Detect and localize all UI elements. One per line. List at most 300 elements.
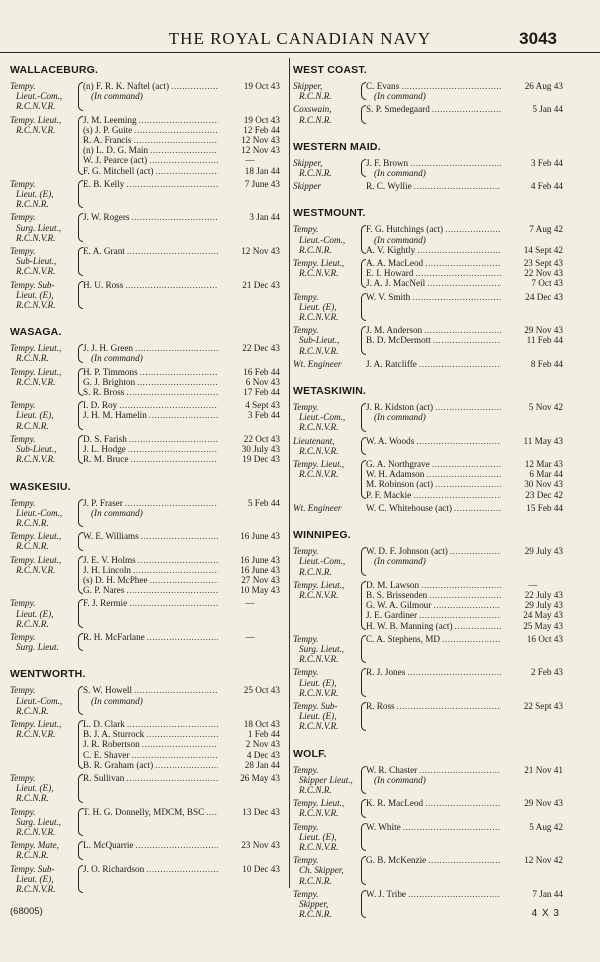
officer-list [366,798,563,818]
seniority-date: 7 Jan 44 [532,888,563,899]
rank-line: Tempy. [10,246,36,257]
officer-name: A. A. MacLeod [366,258,424,269]
rank-group [293,580,563,631]
rank-line: Tempy. [293,291,319,302]
officer-entry [83,135,280,145]
leader-dots [432,459,501,469]
officer-entry [83,555,280,565]
leader-dots [136,840,218,850]
rank-label [293,325,357,356]
leader-dots [419,359,501,369]
rank-line: R.C.N.V.R. [299,312,339,323]
officer-entry [83,454,280,464]
rank-line: Lieut. (E), [16,783,54,794]
brace-icon [74,807,83,838]
rank-line: Tempy. [293,764,319,775]
command-note: (In command) [374,774,426,785]
officer-list [83,773,280,804]
officer-name: W. A. Woods [366,435,415,446]
officer-entry [83,685,280,695]
seniority-date: 16 June 43 [240,554,280,565]
officer-name: S. R. Bross [83,387,125,398]
seniority-date: 22 Sept 43 [523,700,563,711]
brace-icon [74,246,83,277]
rank-label [293,701,357,732]
officer-name: L. D. Clark [83,718,125,729]
rank-line: Tempy. [10,631,36,642]
officer-name: P. F. Mackie [366,489,412,500]
officer-entry [366,822,563,832]
officer-name: W. V. Smith [366,291,411,302]
leader-dots [129,598,218,608]
officer-entry [83,565,280,575]
rank-line: Lieut. (E), [16,873,54,884]
leader-dots [171,81,218,91]
rank-line: R.C.N.R. [299,91,332,102]
brace-icon [74,280,83,311]
officer-entry [83,377,280,387]
officer-entry [366,610,563,620]
seniority-date: — [245,631,255,642]
officer-name: W. J. Tribe [366,888,406,899]
rank-line: Lieut. (E), [299,831,337,842]
seniority-date: 22 July 43 [524,589,563,600]
officer-name: D. M. Lawson [366,579,420,590]
brace-icon [74,632,83,652]
officer-name: B. J. A. Sturrock [83,729,145,740]
rank-label [293,258,357,289]
rank-group [293,224,563,255]
rank-line: Lieut. (E), [16,608,54,619]
rank-line: R.C.N.R. [299,909,332,920]
officer-name: H. P. Timmons [83,366,138,377]
seniority-date: 11 Feb 44 [526,335,563,346]
brace-icon [74,115,83,176]
officer-name: R. H. McFarlane [83,631,145,642]
rank-group [293,546,563,577]
rank-label [10,598,74,629]
brace-stroke [361,437,366,455]
officer-list [83,343,280,363]
leader-dots [433,335,501,345]
officer-entry [83,760,280,770]
officer-entry [366,81,563,91]
rank-label [293,158,357,178]
page-title: THE ROYAL CANADIAN NAVY [168,29,432,48]
rank-line: R.C.N.R. [16,517,49,528]
brace-stroke [361,460,366,499]
rank-line: Ch. Skipper, [299,865,344,876]
brace-stroke [78,686,83,715]
leader-dots [127,719,218,729]
leader-dots [425,258,501,268]
officer-entry [366,436,563,446]
rank-group [293,158,563,178]
leader-dots [429,590,501,600]
leader-dots [119,400,218,410]
brace-icon [74,598,83,629]
officer-entry [366,479,563,489]
leader-dots [146,729,218,739]
officer-entry [366,889,563,899]
brace-stroke [361,326,366,355]
rank-line: R.C.N.V.R. [299,841,339,852]
leader-dots [421,580,501,590]
brace-stroke [361,259,366,288]
leader-dots [149,155,218,165]
page-header [0,24,600,53]
seniority-date: — [245,598,255,609]
brace-stroke [78,180,83,209]
officer-entry [83,434,280,444]
seniority-date: 21 Nov 41 [524,764,563,775]
officer-entry [83,739,280,749]
brace-icon [74,400,83,431]
seniority-date: 18 Jan 44 [244,165,280,176]
rank-label [293,402,357,433]
officer-name: J. P. Fraser [83,497,123,508]
rank-line: Tempy. Lieut., [10,366,62,377]
rank-line: Lieut.-Com., [299,234,346,245]
rank-line: Lieut. (E), [16,289,54,300]
brace-stroke [361,225,366,254]
seniority-date: 29 July 43 [524,600,563,611]
seniority-date: 4 Sept 43 [245,400,280,411]
ship-section [10,64,280,310]
rank-line: Tempy. [293,855,319,866]
rank-label [293,181,357,191]
leader-dots [150,145,218,155]
brace-stroke [78,247,83,276]
leader-dots [130,454,218,464]
officer-list [83,212,280,243]
officer-entry [83,343,280,353]
brace-icon [357,224,366,255]
leader-dots [129,434,218,444]
officer-name: C. A. Stephens, MD [366,633,441,644]
rank-group [293,798,563,818]
officer-entry [366,245,563,255]
footer-print-code: (68005) [10,906,43,917]
leader-dots [150,575,218,585]
leader-dots [140,367,218,377]
officer-list [366,667,563,698]
leader-dots [401,81,501,91]
rank-line: R.C.N.V.R. [299,268,339,279]
officer-name: (n) L. D. G. Main [83,145,149,156]
rank-label [10,719,74,770]
brace-stroke [78,116,83,175]
brace-stroke [78,368,83,397]
rank-label [293,459,357,500]
brace-icon [357,765,366,796]
seniority-date: 12 Nov 42 [524,855,563,866]
footer-signature: 4 X 3 [531,908,560,919]
rank-line: Tempy. [10,685,36,696]
officer-name: J. M. Leeming [83,114,137,125]
rank-line: Tempy. Sub- [10,863,55,874]
seniority-date: 18 Oct 43 [243,718,280,729]
leader-dots [146,864,218,874]
rank-group [293,634,563,665]
officer-list [83,367,280,398]
officer-entry [83,400,280,410]
officer-entry [366,667,563,677]
rank-line: R.C.N.V.R. [16,124,56,135]
brace-icon [357,402,366,433]
seniority-date: 6 Mar 44 [529,469,563,480]
officer-list [83,434,280,465]
rank-line: R.C.N.V.R. [16,564,56,575]
leader-dots [125,280,218,290]
rank-line: R.C.N.V.R. [16,826,56,837]
rank-group [10,773,280,804]
officer-entry [83,575,280,585]
rank-label [10,81,74,112]
officer-list [83,719,280,770]
officer-entry [366,181,563,191]
rank-line: Tempy. Lieut., [10,554,62,565]
leader-dots [417,245,501,255]
rank-group [10,807,280,838]
seniority-date: 5 Feb 44 [247,497,280,508]
seniority-date: 5 Jan 44 [532,104,563,115]
rank-line: Surg. Lieut., [16,222,62,233]
rank-line: Lieut.-Com., [16,695,63,706]
rank-label [293,436,357,456]
leader-dots [410,158,501,168]
rank-line: Skipper, [299,898,329,909]
leader-dots [419,610,501,620]
brace-icon [74,685,83,716]
brace-icon [357,104,366,124]
officer-name: H. W. B. Manning (act) [366,620,453,631]
officer-name: W. D. F. Johnson (act) [366,546,448,557]
officer-name: W. H. Adamson [366,469,425,480]
rank-group [293,889,563,920]
seniority-date: 4 Feb 44 [530,181,563,192]
leader-dots [125,498,218,508]
ship-name: WOLF. [293,747,327,760]
rank-line: R.C.N.V.R. [299,589,339,600]
rank-line: Lieut.-Com., [299,556,346,567]
leader-dots [427,278,501,288]
officer-entry [83,750,280,760]
officer-name: B. R. Graham (act) [83,759,154,770]
leader-dots [134,685,218,695]
leader-dots [407,667,501,677]
rank-label [10,531,74,551]
rank-line: Tempy. [293,888,319,899]
rank-group [10,246,280,277]
officer-name: F. J. Rermie [83,598,128,609]
rank-line: Tempy. Lieut., [10,114,62,125]
officer-name: J. E. V. Holms [83,554,136,565]
officer-list [366,359,563,369]
leader-dots [416,436,501,446]
brace-icon [357,325,366,356]
officer-name: G. P. Nares [83,585,125,596]
officer-name: W. C. Whitehouse (act) [366,502,452,513]
rank-line: Tempy. Lieut., [10,343,62,354]
rank-line: R.C.N.V.R. [299,422,339,433]
rank-line: Tempy. [10,178,36,189]
ship-name: WALLACEBURG. [10,64,99,76]
rank-line: Tempy. Lieut., [293,459,345,470]
seniority-date: 10 May 43 [240,585,280,596]
leader-dots [133,565,218,575]
rank-group [10,179,280,210]
rank-group [293,292,563,323]
officer-list [83,632,280,652]
officer-name: J. R. Kidston (act) [366,402,434,413]
rank-label [293,634,357,665]
rank-group [10,531,280,551]
officer-name: J. H. Lincoln [83,564,131,575]
brace-icon [357,798,366,818]
rank-line: R.C.N.V.R. [16,729,56,740]
officer-name: E. I. Howard [366,268,414,279]
officer-entry [366,765,563,775]
seniority-date: 7 June 43 [244,178,280,189]
officer-list [366,258,563,289]
rank-line: Lieut. (E), [299,677,337,688]
officer-list [83,840,280,860]
brace-icon [74,864,83,895]
leader-dots [155,166,218,176]
rank-line: Tempy. Lieut., [293,579,345,590]
officer-list [83,685,280,716]
seniority-date: 22 Dec 43 [242,343,280,354]
officer-entry [366,292,563,302]
leader-dots [455,621,501,631]
rank-label [10,400,74,431]
ship-name: WASKESIU. [10,480,71,493]
officer-entry [366,268,563,278]
rank-group [10,343,280,363]
seniority-date: 3 Jan 44 [249,212,280,223]
officer-entry [83,585,280,595]
leader-dots [135,343,218,353]
seniority-date: 12 Mar 43 [524,459,563,470]
brace-stroke [78,774,83,803]
seniority-date: 29 July 43 [524,546,563,557]
leader-dots [450,546,501,556]
brace-icon [74,840,83,860]
officer-entry [83,212,280,222]
rank-line: Tempy. [10,212,36,223]
officer-list [366,104,563,124]
officer-entry [83,531,280,541]
rank-label [10,685,74,716]
officer-name: E. A. Grant [83,246,125,257]
rank-line: Tempy. [10,772,36,783]
rank-line: R.C.N.R. [16,850,49,861]
command-note: (In command) [374,412,426,423]
leader-dots [403,822,501,832]
rank-label [293,667,357,698]
brace-icon [74,498,83,529]
officer-name: W. E. Williams [83,531,139,542]
leader-dots [131,212,218,222]
officer-list [366,634,563,665]
ship-name: WESTMOUNT. [293,207,366,220]
rank-group [293,104,563,124]
rank-line: Tempy. Sub- [293,700,338,711]
officer-list [366,325,563,356]
brace-icon [357,81,366,101]
seniority-date: 21 Dec 43 [242,279,280,290]
seniority-date: 7 Aug 42 [529,224,563,235]
officer-entry [83,498,280,508]
rank-line: Tempy. [10,433,36,444]
brace-icon [357,701,366,732]
rank-line: R.C.N.R. [299,875,332,886]
officer-name: J. R. Robertson [83,739,140,750]
rank-line: Wt. Engineer [293,502,342,513]
brace-stroke [78,213,83,242]
rank-line: Tempy. [293,821,319,832]
officer-entry [366,634,563,644]
brace-icon [357,359,366,369]
rank-group [293,822,563,853]
brace-stroke [361,890,366,919]
rank-label [10,864,74,895]
rank-label [293,889,357,920]
seniority-date: 30 Nov 43 [524,479,563,490]
rank-group [10,115,280,176]
rank-line: Lieut. (E), [16,410,54,421]
rank-line: R.C.N.R. [16,618,49,629]
brace-stroke [78,599,83,628]
rank-line: R.C.N.V.R. [299,687,339,698]
ship-section [293,207,563,369]
officer-name: R. C. Wyllie [366,181,412,192]
brace-icon [74,531,83,551]
leader-dots [428,855,501,865]
rank-group [10,81,280,112]
brace-icon [357,181,366,191]
rank-line: R.C.N.R. [299,566,332,577]
rank-label [293,224,357,255]
officer-list [83,400,280,431]
command-note: (In command) [91,695,143,706]
rank-line: R.C.N.R. [299,784,332,795]
ship-section [10,481,280,653]
leader-dots [126,179,218,189]
rank-label [10,246,74,277]
officer-name: E. B. Kelly [83,178,125,189]
rank-group [10,685,280,716]
rank-group [293,459,563,500]
officer-name: R. A. Francis [83,135,132,146]
officer-name: L. McQuarrie [83,840,134,851]
brace-stroke [361,823,366,852]
officer-entry [83,632,280,642]
rank-line: Lieut.-Com., [16,507,63,518]
rank-line: Tempy. [293,325,319,336]
brace-stroke [361,82,366,100]
leader-dots [126,585,218,595]
officer-list [83,246,280,277]
leader-dots [206,807,218,817]
officer-list [366,181,563,191]
rank-line: Skipper Lieut., [299,774,353,785]
ship-name: WEST COAST. [293,64,367,76]
rank-line: R.C.N.V.R. [299,808,339,819]
leader-dots [137,377,218,387]
leader-dots [149,410,218,420]
